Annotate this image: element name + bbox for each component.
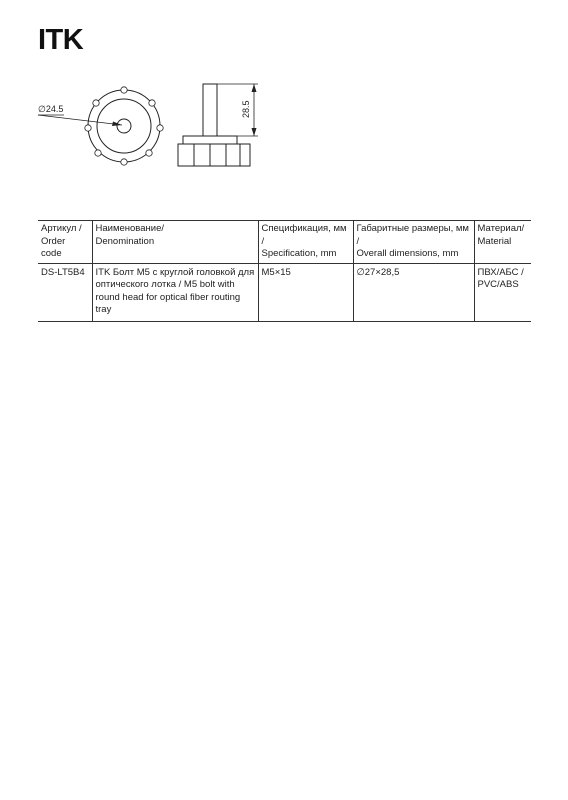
table-header-row bbox=[38, 221, 531, 264]
side-view bbox=[178, 84, 250, 166]
cell-material: ПВХ/АБС / PVC/ABS bbox=[474, 263, 531, 321]
cell-denomination: ITK Болт М5 с круглой головкой для оптического лотка / M5 bolt with round head for optical fiber routing tray bbox=[92, 263, 258, 321]
diameter-label: ∅24.5 bbox=[38, 104, 64, 114]
height-label: 28.5 bbox=[241, 100, 251, 118]
cell-order-code: DS-LT5B4 bbox=[38, 263, 92, 321]
table-row bbox=[38, 263, 531, 321]
cell-specification: M5×15 bbox=[258, 263, 353, 321]
top-view bbox=[85, 87, 163, 165]
header-material: Материал/ Material bbox=[474, 221, 531, 264]
specification-table bbox=[38, 220, 531, 322]
diameter-dimension bbox=[38, 104, 122, 126]
header-dimensions: Габаритные размеры, мм / Overall dimensions, mm bbox=[353, 221, 474, 264]
cell-dimensions: ∅27×28,5 bbox=[353, 263, 474, 321]
height-dimension bbox=[217, 84, 258, 136]
header-order-code: Артикул / Order code bbox=[38, 221, 92, 264]
itk-logo: ITK bbox=[38, 24, 84, 56]
product-drawing bbox=[0, 70, 568, 190]
header-specification: Спецификация, мм / Specification, mm bbox=[258, 221, 353, 264]
header-denomination: Наименование/ Denomination bbox=[92, 221, 258, 264]
